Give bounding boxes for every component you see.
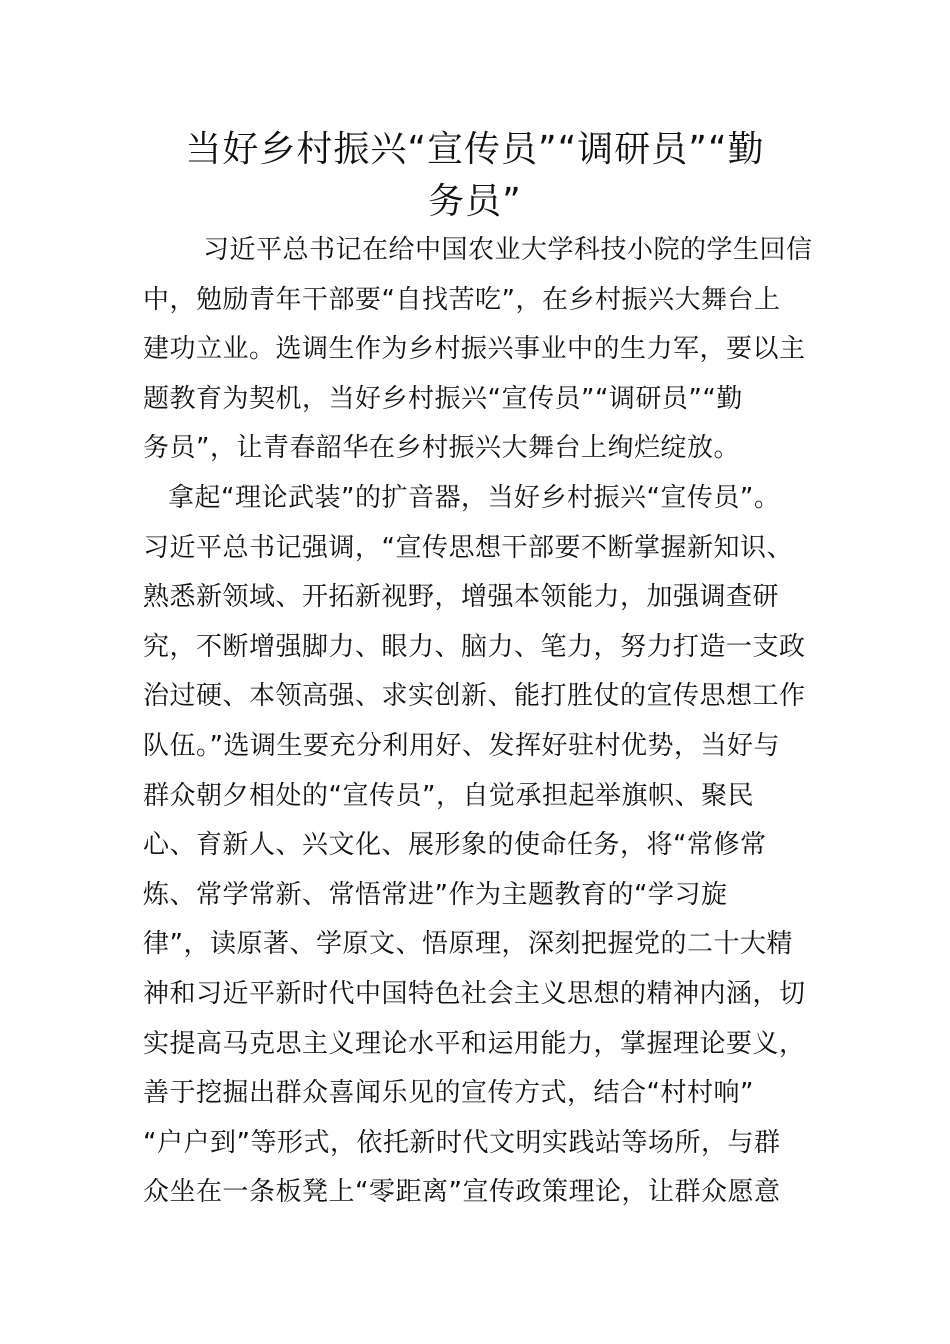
paragraph-2-line-14: “户户到”等形式，依托新时代文明实践站等场所，与群 bbox=[143, 1127, 781, 1158]
paragraph-2-line-5: 治过硬、本领高强、求实创新、能打胜仗的宣传思想工作 bbox=[143, 681, 806, 712]
paragraph-1-line-2: 中，勉励青年干部要“自找苦吃”，在乡村振兴大舞台上 bbox=[143, 284, 781, 315]
title-line-2: 务员” bbox=[428, 181, 522, 222]
paragraph-1-line-4: 题教育为契机，当好乡村振兴“宣传员”“调研员”“勤 bbox=[143, 383, 743, 414]
paragraph-2-line-13: 善于挖掘出群众喜闻乐见的宣传方式，结合“村村响” bbox=[143, 1078, 754, 1109]
paragraph-2-line-4: 究，不断增强脚力、眼力、脑力、笔力，努力打造一支政 bbox=[143, 631, 806, 662]
paragraph-1-line-3: 建功立业。选调生作为乡村振兴事业中的生力军，要以主 bbox=[143, 334, 806, 365]
paragraph-2-line-3: 熟悉新领域、开拓新视野，增强本领能力，加强调查研 bbox=[143, 582, 780, 613]
paragraph-2-line-7: 群众朝夕相处的“宣传员”，自觉承担起举旗帜、聚民 bbox=[143, 780, 754, 811]
paragraph-2-line-15: 众坐在一条板凳上“零距离”宣传政策理论，让群众愿意 bbox=[143, 1177, 781, 1208]
paragraph-2-line-6: 队伍。”选调生要充分利用好、发挥好驻村优势，当好与 bbox=[143, 730, 780, 761]
paragraph-2-line-2: 习近平总书记强调，“宣传思想干部要不断掌握新知识、 bbox=[143, 532, 793, 563]
paragraph-1-line-1: 习近平总书记在给中国农业大学科技小院的学生回信 bbox=[203, 235, 813, 265]
title-line-1: 当好乡村振兴“宣传员”“调研员”“勤 bbox=[185, 129, 765, 170]
paragraph-2-line-10: 律”，读原著、学原文、悟原理，深刻把握党的二十大精 bbox=[143, 929, 793, 960]
paragraph-2-line-1: 拿起“理论武装”的扩音器，当好乡村振兴“宣传员”。 bbox=[168, 482, 781, 513]
paragraph-2-line-12: 实提高马克思主义理论水平和运用能力，掌握理论要义， bbox=[143, 1028, 806, 1059]
document-title bbox=[140, 124, 810, 228]
paragraph-1-line-5: 务员”，让青春韶华在乡村振兴大舞台上绚烂绽放。 bbox=[143, 433, 740, 464]
paragraph-2-line-9: 炼、常学常新、常悟常进”作为主题教育的“学习旋 bbox=[143, 879, 728, 910]
paragraph-2-line-8: 心、育新人、兴文化、展形象的使命任务，将“常修常 bbox=[143, 830, 767, 861]
paragraph-2-line-11: 神和习近平新时代中国特色社会主义思想的精神内涵，切 bbox=[143, 978, 806, 1009]
document-body bbox=[143, 226, 811, 1218]
